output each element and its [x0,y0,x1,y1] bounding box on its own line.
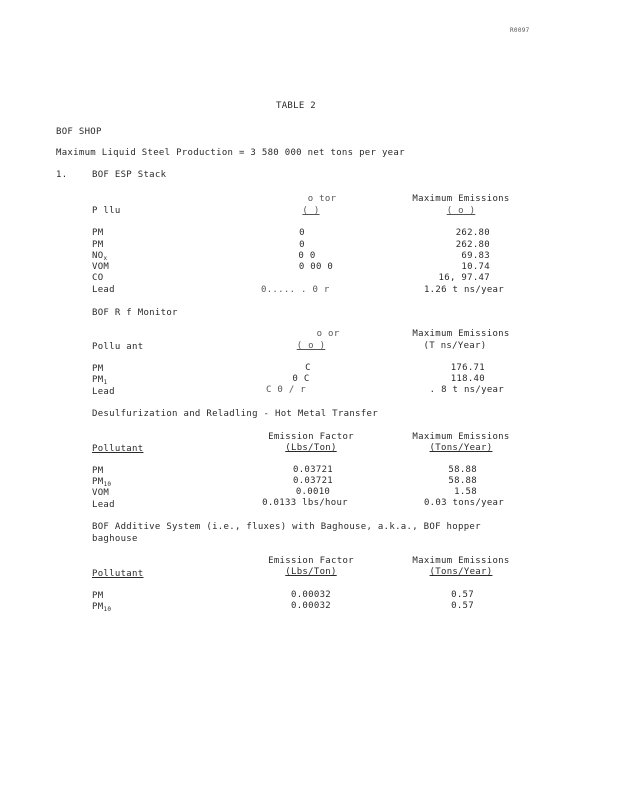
s3-pollutant: Lead [92,500,115,510]
s4-factor-header-2: (Lbs/Ton) [285,567,337,577]
s4-max-header-2: (Tons/Year) [429,567,493,577]
s1-emissions: 262.80 [455,240,490,250]
s2-max-header-2: (T ns/Year) [423,341,487,351]
s1-emissions: 262.80 [455,228,490,238]
s3-pollutant: VOM [92,488,110,498]
s3-emissions: 58.88 [448,476,477,486]
table-title: TABLE 2 [275,101,317,111]
s1-factor: 0 [299,240,305,250]
s2-factor-header-2: ( o ) [296,341,326,351]
s2-factor: 0 C [292,374,310,384]
s1-pollutant: VOM [92,262,110,272]
s4-pollutant-header: Pollutant [92,569,144,579]
s3-factor: 0.03721 [292,476,334,486]
s4-pollutant: $PM_{10}$ [92,602,112,613]
s2-pollutant: PM [92,364,104,374]
s3-factor: 0.0010 [295,487,331,497]
s3-emissions: 58.88 [448,465,477,475]
s4-pollutant: PM [92,591,104,601]
s1-pollutant: PM [92,228,104,238]
section-4-title-cont: baghouse [92,534,138,544]
s2-factor: C 0 / r [266,385,307,395]
s1-factor: 0 [299,228,305,238]
s4-emissions: 0.57 [451,590,474,600]
section-3-title: Desulfurization and Reladling - Hot Metal Transfer [92,409,378,419]
s4-factor-header-1: Emission Factor [268,556,354,566]
s4-factor: 0.00032 [290,590,332,600]
s3-factor: 0.0133 lbs/hour [262,498,348,508]
shop-heading: BOF SHOP [56,127,102,137]
s1-factor-header-1: o tor [307,194,337,204]
s3-factor-header-2: (Lbs/Ton) [285,443,337,453]
section-4-title: BOF Additive System (i.e., fluxes) with Baghouse, a.k.a., BOF hopper [92,522,481,532]
s1-pollutant: Lead [92,285,115,295]
page-number: R0097 [510,27,530,34]
s1-factor: 0 0 [298,251,316,261]
s4-max-header-1: Maximum Emissions [412,556,510,566]
s1-emissions: 10.74 [461,262,490,272]
s3-max-header-1: Maximum Emissions [412,432,510,442]
section-1-number: 1. [56,170,68,180]
s2-emissions: . 8 t ns/year [429,385,504,395]
s1-pollutant: PM [92,240,104,250]
s1-pollutant: $NO_x$ [92,251,108,262]
s1-max-header-1: Maximum Emissions [412,194,510,204]
s1-emissions: 1.26 t ns/year [423,285,504,295]
s1-emissions: 16, 97.47 [438,273,490,283]
s4-factor: 0.00032 [290,601,332,611]
s3-max-header-2: (Tons/Year) [429,443,493,453]
s3-factor: 0.03721 [292,465,334,475]
section-2-title: BOF R f Monitor [92,308,178,318]
s4-emissions: 0.57 [451,601,474,611]
s1-max-header-2: ( o ) [446,206,476,216]
s1-factor: 0 00 0 [298,262,334,272]
s1-pollutant-header: P llu [92,206,121,216]
s3-emissions: 1.58 [454,487,477,497]
production-statement: Maximum Liquid Steel Production = 3 580 000 net tons per year [56,148,405,158]
s2-max-header-1: Maximum Emissions [412,329,510,339]
s3-emissions: 0.03 tons/year [423,498,504,508]
s2-pollutant: Lead [92,387,115,397]
s1-emissions: 69.83 [461,251,490,261]
s3-factor-header-1: Emission Factor [268,432,354,442]
s1-pollutant: CO [92,273,104,283]
s2-factor: C [305,363,311,373]
s2-pollutant: $PM_1$ [92,375,108,386]
s2-factor-header-1: o or [316,329,340,339]
s3-pollutant-header: Pollutant [92,444,144,454]
s2-emissions: 176.71 [450,363,485,373]
section-1-title: BOF ESP Stack [92,170,167,180]
s2-emissions: 118.40 [450,374,485,384]
s1-factor-header-2: ( ) [302,206,320,216]
s3-pollutant: PM [92,466,104,476]
s3-pollutant: $PM_{10}$ [92,477,112,488]
s2-pollutant-header: Pollu ant [92,342,144,352]
s1-factor: 0..... . 0 r [261,285,330,295]
